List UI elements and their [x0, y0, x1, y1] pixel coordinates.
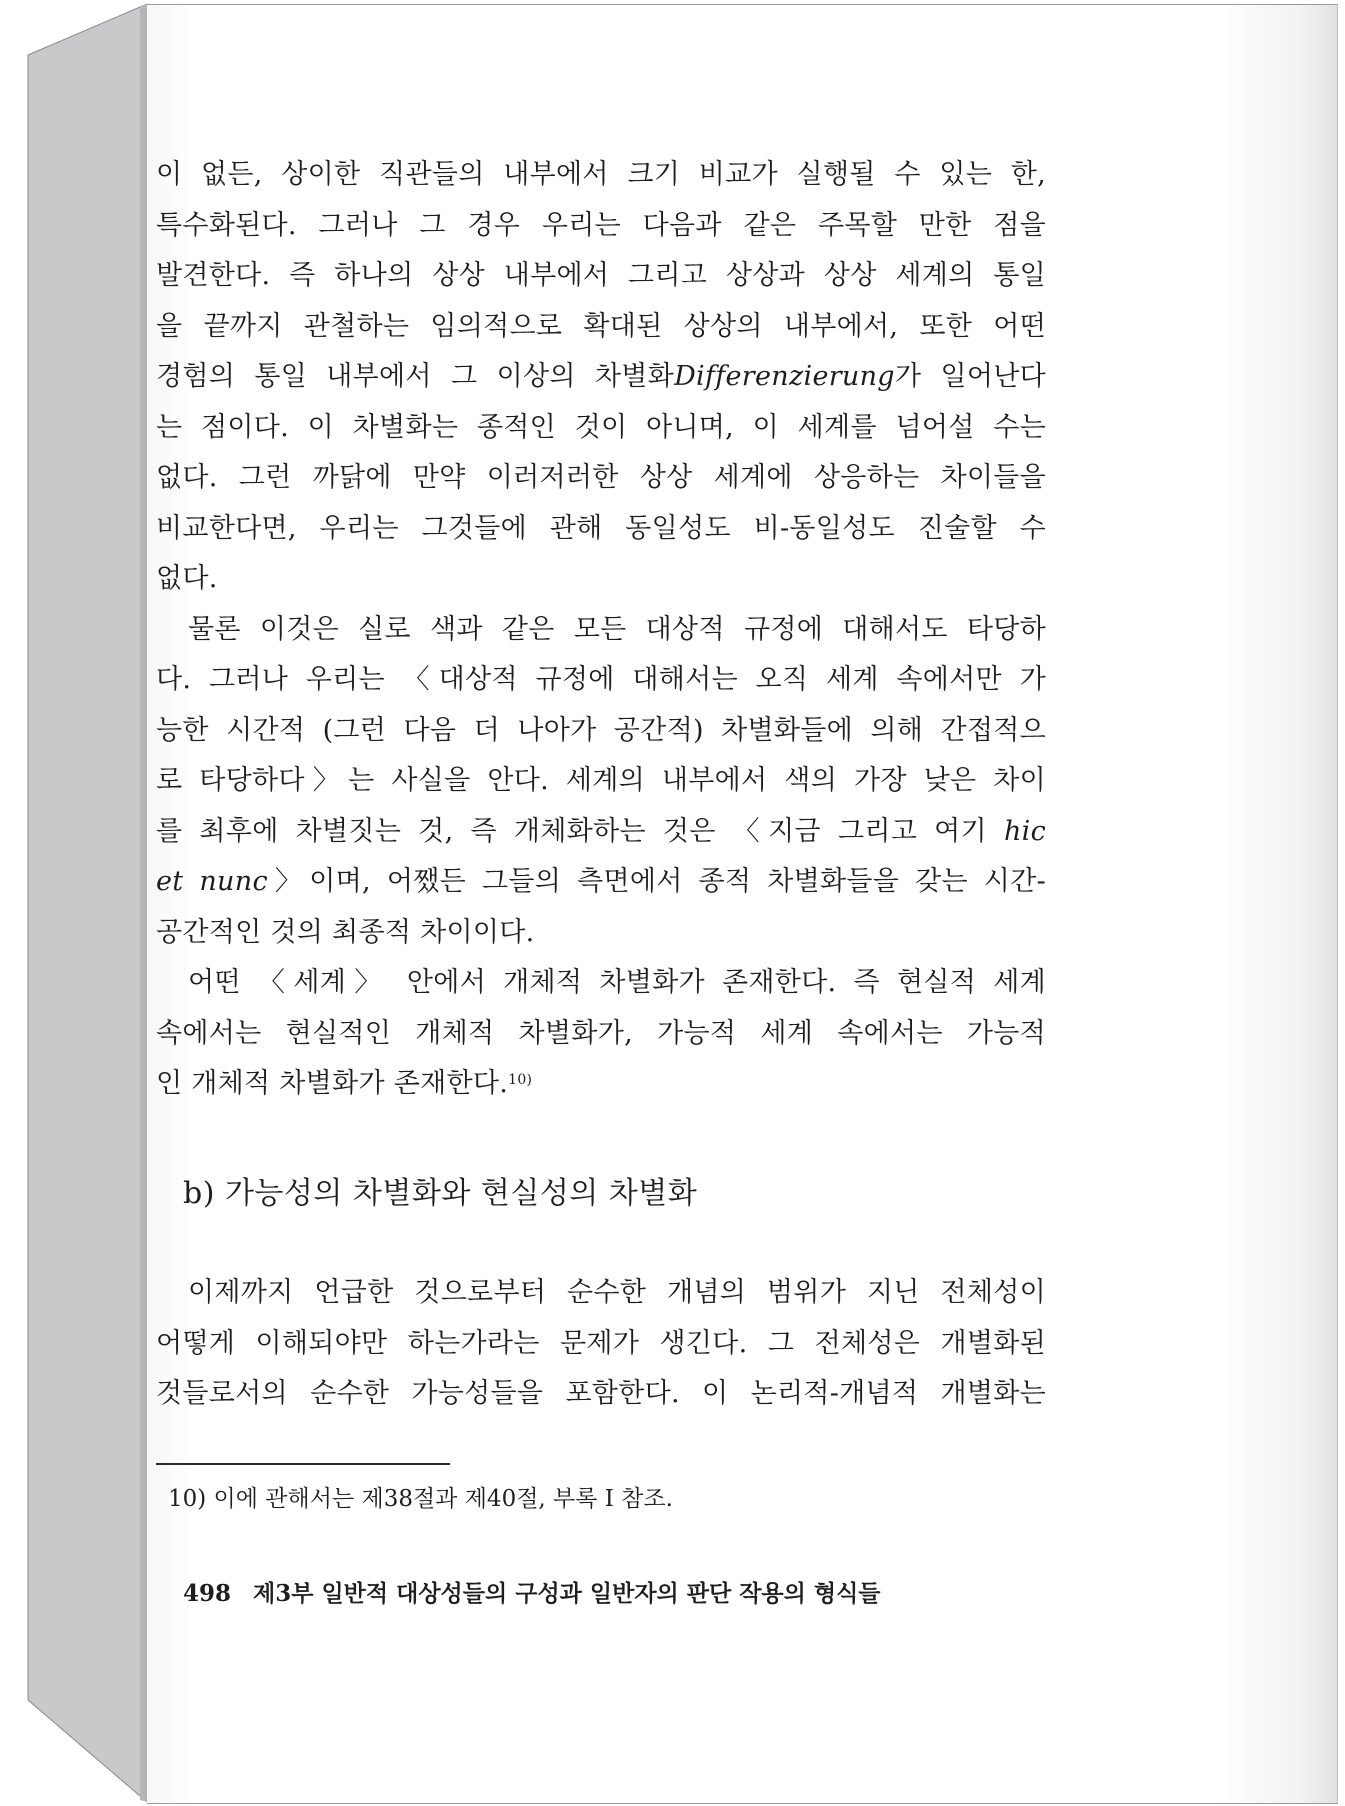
latin-term: et nunc: [156, 866, 268, 897]
section-heading: b) 가능성의 차별화와 현실성의 차별화: [183, 1176, 698, 1211]
text-line: 공간적인 것의 최종적 차이이다.: [156, 916, 535, 948]
text-fragment: 경험의 통일 내부에서 그 이상의 차별화: [156, 361, 675, 392]
text-fragment: 〉이며, 어쨌든 그들의 측면에서 종적 차별화들을 갖는 시간-: [267, 866, 1046, 897]
running-title: 제3부 일반적 대상성들의 구성과 일반자의 판단 작용의 형식들: [253, 1580, 881, 1607]
text-line: [156, 807, 1046, 858]
text-line: [156, 352, 1046, 403]
text-line: 는 점이다. 이 차별화는 종적인 것이 아니며, 이 세계를 넘어설 수는: [156, 411, 1046, 443]
text-line: 없다.: [156, 563, 218, 594]
text-line: 특수화된다. 그러나 그 경우 우리는 다음과 같은 주목할 만한 점을: [156, 209, 1046, 241]
page-body-text: [156, 150, 1046, 1110]
text-line: 없다. 그런 까닭에 만약 이러저러한 상상 세계에 상응하는 차이들을: [156, 462, 1046, 493]
text-line: 비교한다면, 우리는 그것들에 관해 동일성도 비-동일성도 진술할 수: [156, 512, 1046, 544]
footnote: 10) 이에 관해서는 제38절과 제40절, 부록 I 참조.: [168, 1486, 673, 1512]
text-line: 어떻게 이해되야만 하는가라는 문제가 생긴다. 그 전체성은 개별화된: [156, 1327, 1046, 1359]
text-line: 능한 시간적 (그런 다음 더 나아가 공간적) 차별화들에 의해 간접적으: [156, 714, 1046, 746]
footnote-marker: 10): [508, 1072, 533, 1088]
text-line: 이 없든, 상이한 직관들의 내부에서 크기 비교가 실행될 수 있는 한,: [156, 159, 1046, 190]
text-fragment: 를 최후에 차별짓는 것, 즉 개체화하는 것은 〈지금 그리고 여기: [156, 815, 987, 847]
text-fragment: 가 일어난다: [894, 361, 1047, 392]
text-line: 것들로서의 순수한 가능성들을 포함한다. 이 논리적-개념적 개별화는: [156, 1378, 1046, 1409]
latin-term: hic: [1003, 815, 1046, 847]
page-body-text-continued: [156, 1268, 1046, 1420]
text-line: 다. 그러나 우리는 〈대상적 규정에 대해서는 오직 세계 속에서만 가: [156, 664, 1046, 695]
text-line: 물론 이것은 실로 색과 같은 모든 대상적 규정에 대해서도 타당하: [188, 613, 1046, 645]
book-spine: [0, 0, 160, 1806]
text-line: 이제까지 언급한 것으로부터 순수한 개념의 범위가 지닌 전체성이: [188, 1277, 1046, 1308]
text-line: [156, 857, 1046, 908]
text-line: 어떤 〈세계〉 안에서 개체적 차별화가 존재한다. 즉 현실적 세계: [188, 967, 1046, 998]
text-line: 속에서는 현실적인 개체적 차별화가, 가능적 세계 속에서는 가능적: [156, 1017, 1046, 1049]
text-line: [156, 1059, 1046, 1110]
footnote-divider: [156, 1463, 450, 1465]
text-fragment: 인 개체적 차별화가 존재한다.: [156, 1068, 509, 1099]
text-line: 발견한다. 즉 하나의 상상 내부에서 그리고 상상과 상상 세계의 통일: [156, 260, 1046, 291]
text-line: 로 타당하다〉는 사실을 안다. 세계의 내부에서 색의 가장 낮은 차이: [156, 765, 1046, 796]
text-line: 을 끝까지 관철하는 임의적으로 확대된 상상의 내부에서, 또한 어떤: [156, 310, 1046, 342]
page-number: 498: [183, 1580, 232, 1607]
running-footer: [183, 1575, 881, 1608]
german-term: Differenzierung: [674, 361, 895, 392]
